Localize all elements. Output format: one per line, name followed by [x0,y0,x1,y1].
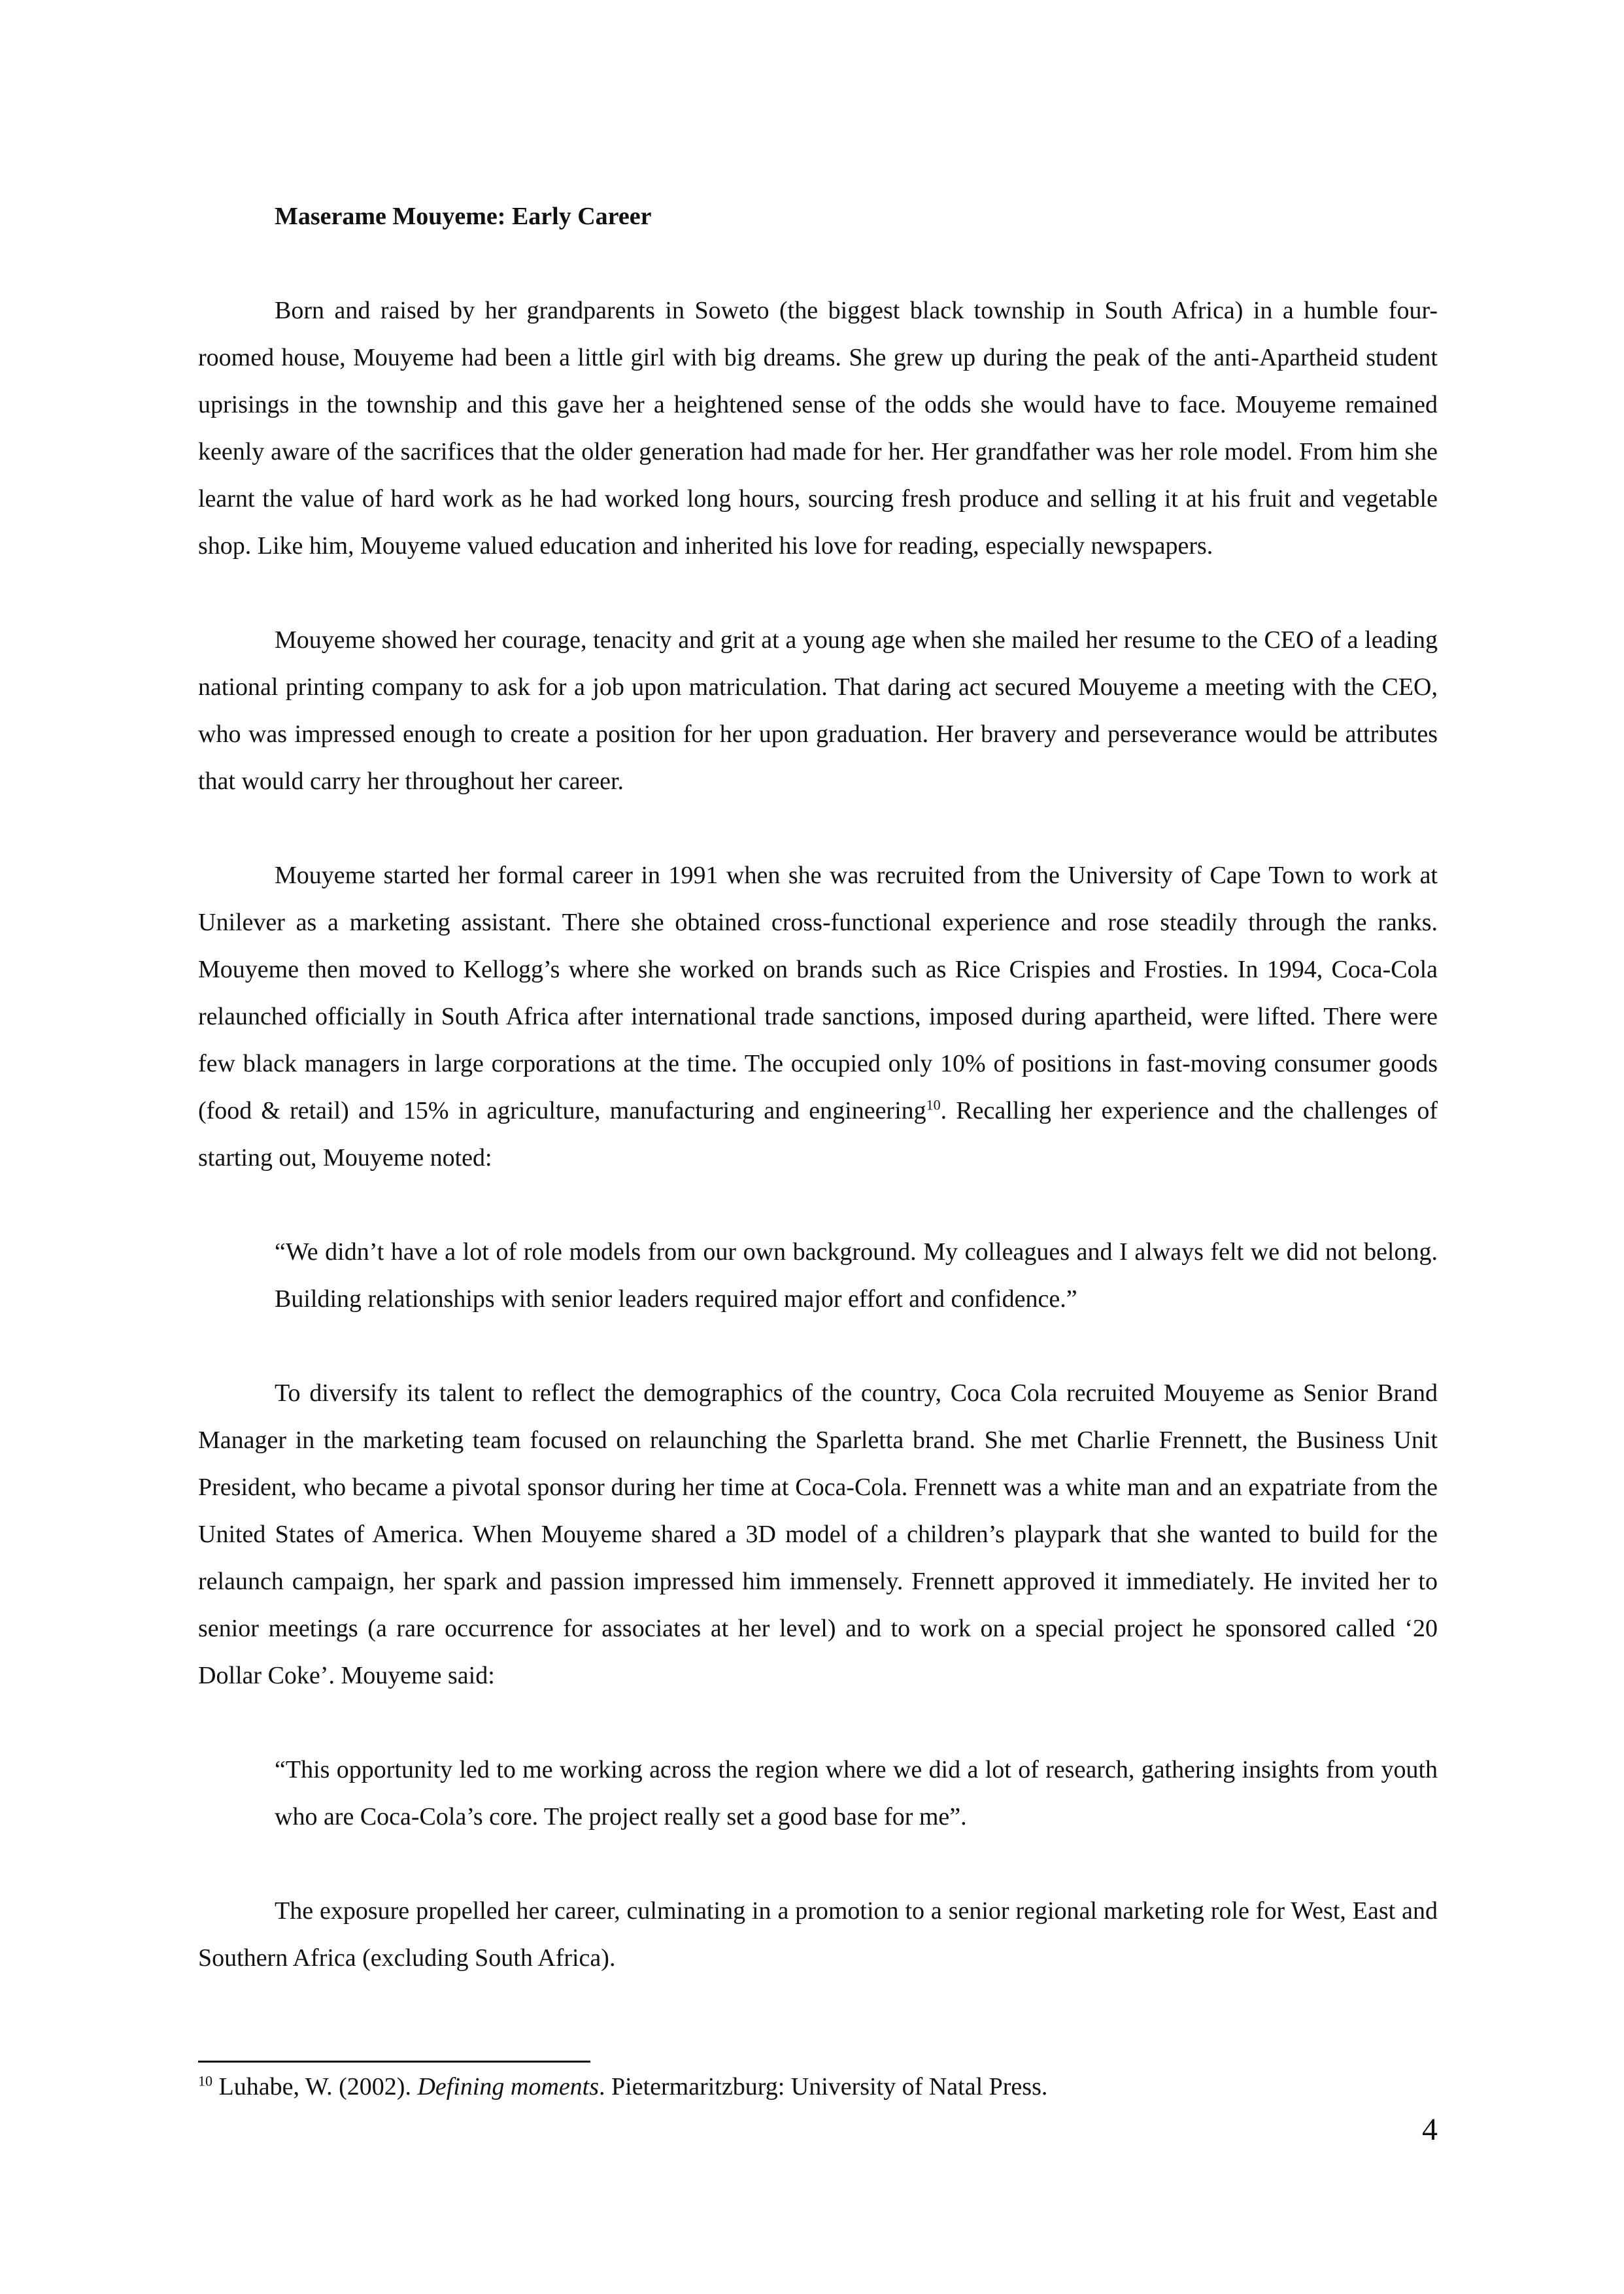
block-quote-opportunity: “This opportunity led to me working across the region where we did a lot of research, gathering insights from youth who are Coca-Cola’s core. The project really set a good base for me”. [275,1756,1438,1830]
footnote-text-before: Luhabe, W. (2002). [212,2073,418,2100]
paragraph-early-life: Born and raised by her grandparents in Soweto (the biggest black township in South Africa) in a humble four-roomed house, Mouyeme had been a little girl with big dreams. She grew up during the peak of the anti-Apartheid student uprisings in the township and this gave her a heightened sense of the odds she would have to face. Mouyeme remained keenly aware of the sacrifices that the older generation had made for her. Her grandfather was her role model. From him she learnt the value of hard work as he had worked long hours, sourcing fresh produce and selling it at his fruit and vegetable shop. Like him, Mouyeme valued education and inherited his love for reading, especially newspapers. [198,297,1438,560]
footnote-text-after: . Pietermaritzburg: University of Natal Press. [599,2073,1048,2100]
footnote-reference: 10 [926,1096,941,1113]
page-number: 4 [1422,2112,1438,2147]
paragraph-formal-career-text: Mouyeme started her formal career in 1991 when she was recruited from the University of Cape Town to work at Unilever as a marketing assistant. There she obtained cross-functional experience and rose steadily through the ranks. Mouyeme then moved to Kellogg’s where she worked on brands such as Rice Crispies and Frosties. In 1994, Coca-Cola relaunched officially in South Africa after international trade sanctions, imposed during apartheid, were lifted. There were few black managers in large corporations at the time. The occupied only 10% of positions in fast-moving consumer goods (food & retail) and 15% in agriculture, manufacturing and engineering [198,862,1438,1124]
section-heading: Maserame Mouyeme: Early Career [275,203,652,230]
paragraph-coca-cola: To diversify its talent to reflect the demographics of the country, Coca Cola recruited Mouyeme as Senior Brand Manager in the marketing team focused on relaunching the Sparletta brand. She met Charlie Frennett, the Business Unit President, who became a pivotal sponsor during her time at Coca-Cola. Frennett was a white man and an expatriate from the United States of America. When Mouyeme shared a 3D model of a children’s playpark that she wanted to build for the relaunch campaign, her spark and passion impressed him immensely. Frennett approved it immediately. He invited her to senior meetings (a rare occurrence for associates at her level) and to work on a special project he sponsored called ‘20 Dollar Coke’. Mouyeme said: [198,1379,1438,1689]
footnote [198,2069,1438,2104]
paragraph-promotion: The exposure propelled her career, culminating in a promotion to a senior regional marketing role for West, East and Southern Africa (excluding South Africa). [198,1897,1438,1972]
paragraph-formal-career [198,852,1438,1181]
paragraph-courage: Mouyeme showed her courage, tenacity and grit at a young age when she mailed her resume to the CEO of a leading national printing company to ask for a job upon matriculation. That daring act secured Mouyeme a meeting with the CEO, who was impressed enough to create a position for her upon graduation. Her bravery and perseverance would be attributes that would carry her throughout her career. [198,626,1438,795]
footnote-book-title: Defining moments [417,2073,600,2100]
paragraph-formal-career-tail: . Recalling her experience and the challenges of starting out, Mouyeme noted: [198,1097,1438,1172]
footnote-separator [198,2061,590,2063]
page-body [198,193,1438,1982]
block-quote-role-models: “We didn’t have a lot of role models from our own background. My colleagues and I always felt we did not belong. Building relationships with senior leaders required major effort and confidence.” [275,1238,1438,1313]
footnote-marker: 10 [198,2072,212,2089]
